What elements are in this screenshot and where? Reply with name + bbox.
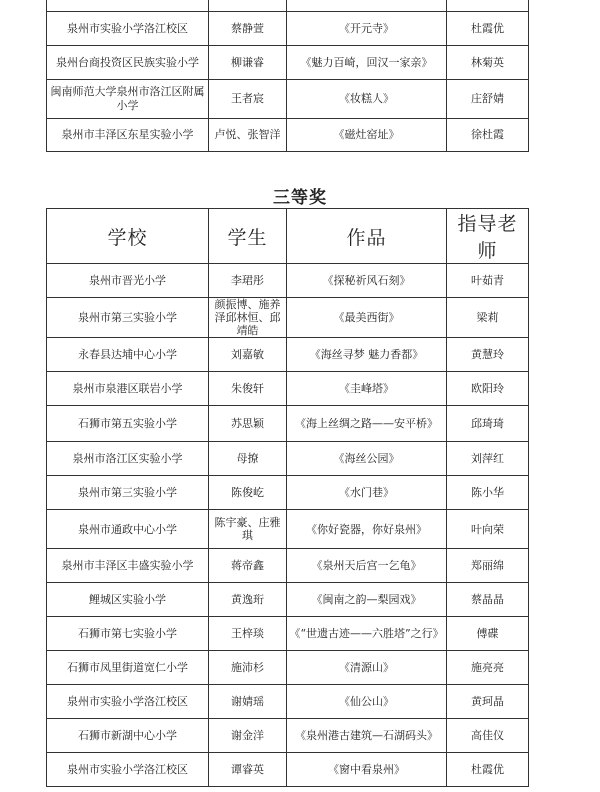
work-cell: 《你好瓷器，你好泉州》 [287, 510, 447, 549]
header-row [47, 209, 529, 264]
table-row [47, 338, 529, 372]
work-cell: 《最美西街》 [287, 298, 447, 338]
work-cell: 《探秘祈风石刻》 [287, 264, 447, 298]
section-title: 三等奖 [273, 188, 327, 208]
header-work: 作品 [287, 209, 447, 264]
table-row [47, 298, 529, 338]
teacher-cell: 傅碟 [447, 617, 529, 651]
school-cell: 泉州市实验小学洛江校区 [47, 685, 209, 719]
teacher-cell: 杜霞优 [447, 12, 529, 46]
school-cell: 泉州市泉港区联岩小学 [47, 372, 209, 406]
table-row [47, 406, 529, 442]
table-row [47, 372, 529, 406]
teacher-cell: 黄慧玲 [447, 338, 529, 372]
work-cell: 《窗中看泉州》 [287, 753, 447, 787]
table-row [47, 651, 529, 685]
school-cell: 泉州市洛江区实验小学 [47, 442, 209, 476]
work-cell: 《海丝寻梦 魅力香都》 [287, 338, 447, 372]
header-school: 学校 [47, 209, 209, 264]
table-row [47, 0, 529, 12]
work-cell: 《开元寺》 [287, 12, 447, 46]
teacher-cell: 庄舒婧 [447, 80, 529, 119]
school-cell [47, 0, 209, 12]
student-cell: 王梓琰 [209, 617, 287, 651]
teacher-cell: 黄珂晶 [447, 685, 529, 719]
work-cell: 《泉州港古建筑—石湖码头》 [287, 719, 447, 753]
table-row [47, 583, 529, 617]
student-cell: 母撩 [209, 442, 287, 476]
school-cell: 泉州市丰泽区东星实验小学 [47, 119, 209, 152]
student-cell: 陈俊屹 [209, 476, 287, 510]
school-cell: 泉州台商投资区民族实验小学 [47, 46, 209, 80]
school-cell: 石狮市第七实验小学 [47, 617, 209, 651]
school-cell: 闽南师范大学泉州市洛江区附属小学 [47, 80, 209, 119]
work-cell: 《泉州天后宫一乞龟》 [287, 549, 447, 583]
student-cell: 谢金洋 [209, 719, 287, 753]
table-row [47, 12, 529, 46]
student-cell: 陈宇豪、庄雅琪 [209, 510, 287, 549]
school-cell: 泉州市丰泽区丰盛实验小学 [47, 549, 209, 583]
table-row [47, 476, 529, 510]
header-student: 学生 [209, 209, 287, 264]
teacher-cell: 施亮亮 [447, 651, 529, 685]
teacher-cell: 叶茹青 [447, 264, 529, 298]
student-cell: 颜振博、施养泽邱林恒、邱靖皓 [209, 298, 287, 338]
table-row [47, 442, 529, 476]
school-cell: 泉州市实验小学洛江校区 [47, 12, 209, 46]
school-cell: 泉州市实验小学洛江校区 [47, 753, 209, 787]
student-cell: 蔡静萱 [209, 12, 287, 46]
school-cell: 泉州市第三实验小学 [47, 476, 209, 510]
table-row [47, 617, 529, 651]
table-row [47, 46, 529, 80]
teacher-cell [447, 0, 529, 12]
school-cell: 永春县达埔中心小学 [47, 338, 209, 372]
work-cell: 《“世遗古迹——六胜塔”之行》 [287, 617, 447, 651]
student-cell: 王者宸 [209, 80, 287, 119]
work-cell: 《闽南之韵—梨园戏》 [287, 583, 447, 617]
work-cell: 《仙公山》 [287, 685, 447, 719]
work-cell: 《清源山》 [287, 651, 447, 685]
work-cell: 《魅力百崎，回汉一家亲》 [287, 46, 447, 80]
work-cell: 《水门巷》 [287, 476, 447, 510]
header-teacher: 指导老师 [447, 209, 529, 264]
teacher-cell: 林菊英 [447, 46, 529, 80]
teacher-cell: 郑丽绵 [447, 549, 529, 583]
table-row [47, 510, 529, 549]
student-cell: 黄逸珩 [209, 583, 287, 617]
school-cell: 泉州市晋光小学 [47, 264, 209, 298]
teacher-cell: 叶向荣 [447, 510, 529, 549]
school-cell: 泉州市第三实验小学 [47, 298, 209, 338]
work-cell: 《磁灶窑址》 [287, 119, 447, 152]
student-cell: 李珺彤 [209, 264, 287, 298]
school-cell: 石狮市新湖中心小学 [47, 719, 209, 753]
school-cell: 鲤城区实验小学 [47, 583, 209, 617]
work-cell: 《妆糕人》 [287, 80, 447, 119]
teacher-cell: 高佳仪 [447, 719, 529, 753]
work-cell: 《圭峰塔》 [287, 372, 447, 406]
student-cell: 苏思颖 [209, 406, 287, 442]
school-cell: 石狮市凤里街道宽仁小学 [47, 651, 209, 685]
teacher-cell: 蔡晶晶 [447, 583, 529, 617]
student-cell: 谢婧瑶 [209, 685, 287, 719]
student-cell: 卢悦、张智洋 [209, 119, 287, 152]
table-row [47, 685, 529, 719]
student-cell: 谭睿英 [209, 753, 287, 787]
second-prize-table-continued [46, 0, 529, 152]
student-cell: 刘嘉敏 [209, 338, 287, 372]
school-cell: 石狮市第五实验小学 [47, 406, 209, 442]
student-cell [209, 0, 287, 12]
student-cell: 蒋帝鑫 [209, 549, 287, 583]
student-cell: 朱俊轩 [209, 372, 287, 406]
table-row [47, 719, 529, 753]
table-row [47, 549, 529, 583]
teacher-cell: 邱琦琦 [447, 406, 529, 442]
work-cell [287, 0, 447, 12]
teacher-cell: 陈小华 [447, 476, 529, 510]
student-cell: 施沛杉 [209, 651, 287, 685]
teacher-cell: 刘萍红 [447, 442, 529, 476]
teacher-cell: 杜霞优 [447, 753, 529, 787]
student-cell: 柳谦睿 [209, 46, 287, 80]
teacher-cell: 徐杜霞 [447, 119, 529, 152]
table-row [47, 119, 529, 152]
teacher-cell: 欧阳玲 [447, 372, 529, 406]
teacher-cell: 梁莉 [447, 298, 529, 338]
work-cell: 《海上丝绸之路——安平桥》 [287, 406, 447, 442]
work-cell: 《海丝公园》 [287, 442, 447, 476]
third-prize-table [46, 208, 529, 787]
table-row [47, 264, 529, 298]
table-row [47, 753, 529, 787]
table-row [47, 80, 529, 119]
school-cell: 泉州市通政中心小学 [47, 510, 209, 549]
